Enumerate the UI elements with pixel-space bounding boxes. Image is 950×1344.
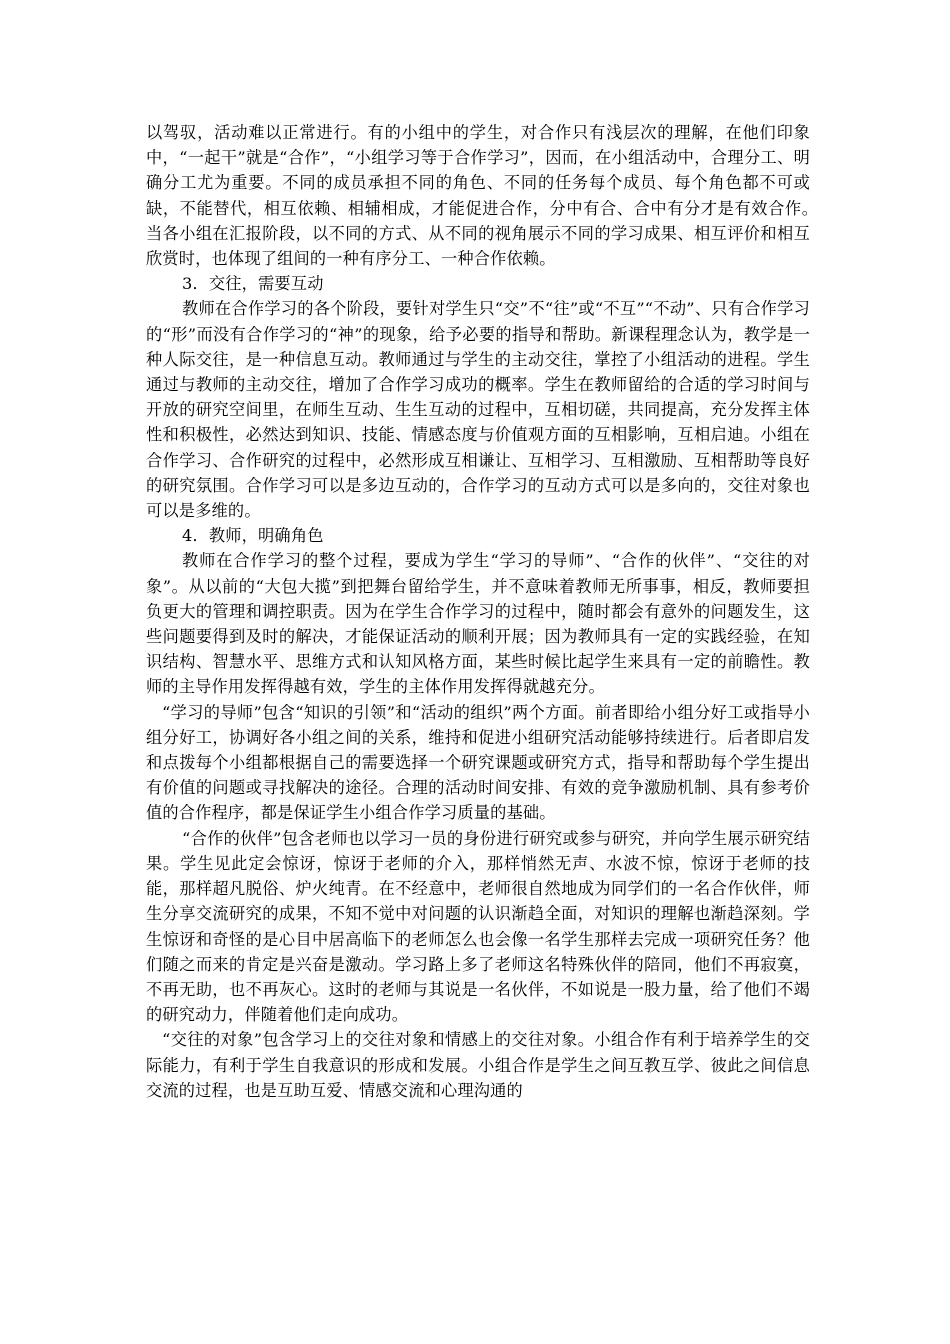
paragraph-interaction-object: “交往的对象”包含学习上的交往对象和情感上的交往对象。小组合作有利于培养学生的交际能力，有利于学生自我意识的形成和发展。小组合作是学生之间互教互学、彼此之间信息交流的过程，也是互助互爱、情感交流和心理沟通的: [146, 1030, 810, 1100]
section-heading-4: 4．教师，明确角色: [182, 526, 324, 546]
paragraph-interaction: 教师在合作学习的各个阶段，要针对学生只“交”不“往”或“不互”“不动”、只有合作学习的“形”而没有合作学习的“神”的现象，给予必要的指导和帮助。新课程理念认为，教学是一种人际交往，是一种信息互动。教师通过与学生的主动交往，掌控了小组活动的进程。学生通过与教师的主动交往，增加了合作学习成功的概率。学生在教师留给的合适的学习时间与开放的研究空间里，在师生互动、生生互动的过程中，互相切磋，共同提高，充分发挥主体性和积极性，必然达到知识、技能、情感态度与价值观方面的互相影响，互相启迪。小组在合作学习、合作研究的过程中，必然形成互相谦让、互相学习、互相激励、互相帮助等良好的研究氛围。合作学习可以是多边互动的，合作学习的互动方式可以是多向的，交往对象也可以是多维的。: [146, 299, 810, 521]
paragraph-learning-mentor: “学习的导师”包含“知识的引领”和“活动的组织”两个方面。前者即给小组分好工或指导小组分好工，协调好各小组之间的关系，维持和促进小组研究活动能够持续进行。后者即启发和点拨每个小组都根据自己的需要选择一个研究课题或研究方式，指导和帮助每个学生提出有价值的问题或寻找解决的途径。合理的活动时间安排、有效的竞争激励机制、具有参考价值的合作程序，都是保证学生小组合作学习质量的基础。: [146, 702, 810, 823]
paragraph-cooperation-partner: “合作的伙伴”包含老师也以学习一员的身份进行研究或参与研究，并向学生展示研究结果。学生见此定会惊讶，惊讶于老师的介入，那样悄然无声、水波不惊，惊讶于老师的技能，那样超凡脱俗、炉火纯青。在不经意中，老师很自然地成为同学们的一名合作伙伴，师生分享交流研究的成果，不知不觉中对问题的认识渐趋全面，对知识的理解也渐趋深刻。学生惊讶和奇怪的是心目中居高临下的老师怎么也会像一名学生那样去完成一项研究任务？他们随之而来的肯定是兴奋是激动。学习路上多了老师这名特殊伙伴的陪同，他们不再寂寞，不再无助，也不再灰心。这时的老师与其说是一名伙伴，不如说是一股力量，给了他们不竭的研究动力，伴随着他们走向成功。: [146, 828, 810, 1025]
paragraph-cooperation-division: 以驾驭，活动难以正常进行。有的小组中的学生，对合作只有浅层次的理解，在他们印象中，“一起干”就是“合作”，“小组学习等于合作学习”，因而，在小组活动中，合理分工、明确分工尤为重要。不同的成员承担不同的角色、不同的任务每个成员、每个角色都不可或缺，不能替代，相互依赖、相辅相成，才能促进合作，分中有合、合中有分才是有效合作。 当各小组在汇报阶段，以不同的方式、从不同的视角展示不同的学习成果、相互评价和相互欣赏时，也体现了组间的一种有序分工、一种合作依赖。: [146, 123, 827, 269]
section-heading-3: 3．交往，需要互动: [182, 274, 324, 294]
paragraph-teacher-role: 教师在合作学习的整个过程，要成为学生“学习的导师”、“合作的伙伴”、“交往的对象”。从以前的“大包大揽”到把舞台留给学生，并不意味着教师无所事事，相反，教师要担负更大的管理和调控职责。因为在学生合作学习的过程中，随时都会有意外的问题发生，这些问题要得到及时的解决，才能保证活动的顺利开展；因为教师具有一定的实践经验，在知识结构、智慧水平、思维方式和认知风格方面，某些时候比起学生来具有一定的前瞻性。教师的主导作用发挥得越有效，学生的主体作用发挥得就越充分。: [146, 551, 810, 697]
document-body: [146, 120, 827, 1103]
